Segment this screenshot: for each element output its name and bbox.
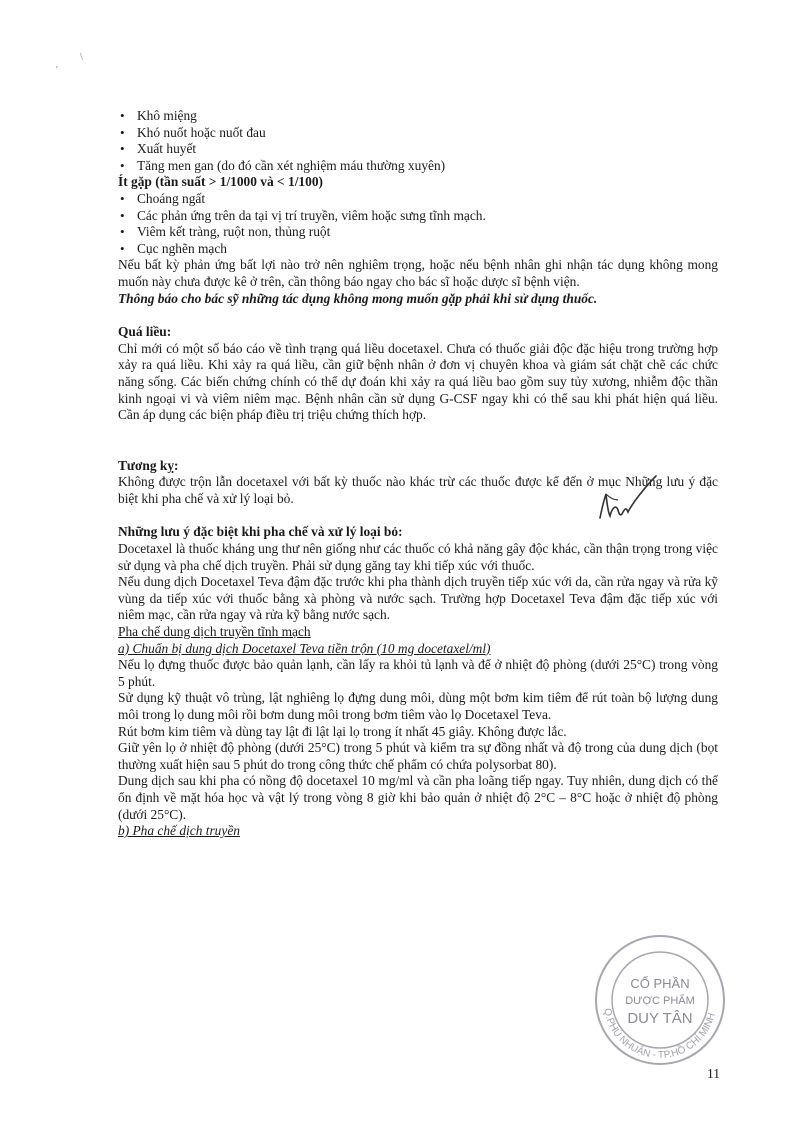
list-item: • Xuất huyết [118,141,718,158]
list-item: • Cục nghẽn mạch [118,241,718,258]
notice-instruction: Thông báo cho bác sỹ những tác dụng không mong muốn gặp phải khi sử dụng thuốc. [118,290,598,306]
list-item: • Choáng ngất [118,191,718,208]
step-paragraph: Dung dịch sau khi pha có nồng độ docetaxel 10 mg/ml và cần pha loãng tiếp ngay. Tuy nhiên, dung dịch có thể ổn định về mặt hóa học và vật lý trong vòng 8 giờ khi bảo quản ở nhiệt độ 2°C – 8°C hoặc ở nhiệt độ phòng (dưới 25°C). [118,773,718,822]
scan-speck: ' [56,65,58,76]
step-paragraph: Rút bơm kim tiêm và dùng tay lật đi lật lại lọ trong ít nhất 45 giây. Không được lắc. [118,723,567,739]
step-paragraph: Nếu lọ đựng thuốc được bảo quản lạnh, cần lấy ra khỏi tủ lạnh và để ở nhiệt độ phòng (dưới 25°C) trong vòng 5 phút. [118,657,718,689]
list-item: • Khô miệng [118,108,718,125]
precautions-paragraph: Docetaxel là thuốc kháng ung thư nên giống như các thuốc có khả năng gây độc khác, cần thận trọng trong việc sử dụng và pha chế dịch truyền. Phải sử dụng găng tay khi tiếp xúc với thuốc. [118,541,718,573]
list-item: • Các phản ứng trên da tại vị trí truyền, viêm hoặc sưng tĩnh mạch. [118,208,718,225]
uncommon-side-effects-list [118,191,718,257]
list-item: • Khó nuốt hoặc nuốt đau [118,125,718,142]
stamp-line: CỔ PHẦN [630,976,690,991]
precautions-paragraph: Nếu dung dịch Docetaxel Teva đậm đặc trước khi pha thành dịch truyền tiếp xúc với da, cần rửa ngay và rửa kỹ vùng da tiếp xúc với thuốc bằng xà phòng và nước sạch. Trường hợp Docetaxel Teva đậm đặc tiếp xúc với niêm mạc, cần rửa ngay và rửa kỹ bằng nước sạch. [118,574,718,623]
step-paragraph: Giữ yên lọ ở nhiệt độ phòng (dưới 25°C) trong 5 phút và kiểm tra sự đồng nhất và độ trong của dung dịch (bọt thường xuất hiện sau 5 phút do trong công thức chế phẩm có chứa polysorbat 80). [118,740,718,772]
incompatibility-heading: Tương kỵ: [118,457,179,473]
scan-speck: \ [80,52,83,63]
list-item: • Tăng men gan (do đó cần xét nghiệm máu thường xuyên) [118,158,718,175]
special-precautions-heading: Những lưu ý đặc biệt khi pha chế và xử lý loại bỏ: [118,524,403,540]
subsection-b-heading: b) Pha chế dịch truyền [118,823,240,839]
signature-mark [592,470,662,530]
notice-paragraph: Nếu bất kỳ phản ứng bất lợi nào trở nên nghiêm trọng, hoặc nếu bệnh nhân ghi nhận tác dụng không mong muốn này chưa được kê ở trên, cần thông báo ngay cho bác sĩ hoặc dược sĩ bệnh viện. [118,257,718,289]
overdose-section [118,324,718,424]
overdose-heading: Quá liều: [118,324,172,340]
stamp-line: DƯỢC PHẨM [625,995,695,1007]
uncommon-heading: Ít gặp (tần suất > 1/1000 và < 1/100) [118,174,323,190]
common-side-effects-list [118,108,718,174]
stamp-ring-text: Q.PHÚ NHUẬN - TP.HỒ CHÍ MINH [601,1007,718,1062]
page-number: 11 [707,1066,720,1081]
company-stamp [588,934,733,1069]
special-precautions-section [118,524,718,839]
step-paragraph: Sử dụng kỹ thuật vô trùng, lật nghiêng lọ đựng dung môi, dùng một bơm kim tiêm để rút toàn bộ lượng dung môi trong lọ dung môi rồi bơm dung môi trong bơm tiêm vào lọ Docetaxel Teva. [118,690,718,722]
subsection-a-heading: a) Chuẩn bị dung dịch Docetaxel Teva tiền trộn (10 mg docetaxel/ml) [118,640,491,656]
infusion-heading: Pha chế dung dịch truyền tĩnh mạch [118,624,311,640]
incompatibility-text: Không được trộn lẫn docetaxel với bất kỳ thuốc nào khác trừ các thuốc được kể đến ở mục Những lưu ý đặc biệt khi pha chế và xử lý loại bỏ. [118,474,718,506]
stamp-line: DUY TÂN [627,1010,693,1027]
overdose-text: Chỉ mới có một số báo cáo về tình trạng quá liều docetaxel. Chưa có thuốc giải độc đặc hiệu trong trường hợp xảy ra quá liều. Khi xảy ra quá liều, cần giữ bệnh nhân ở đơn vị chuyên khoa và giám sát chặt chẽ các chức năng sống. Các biến chứng chính có thể dự đoán khi xảy ra quá liều bao gồm suy tủy xương, nhiễm độc thần kinh ngoại vi và viêm niêm mạc. Bệnh nhân cần sử dụng G-CSF ngay khi có thể sau khi phát hiện quá liều. Cần áp dụng các biện pháp điều trị triệu chứng thích hợp. [118,340,718,423]
list-item: • Viêm kết tràng, ruột non, thủng ruột [118,224,718,241]
